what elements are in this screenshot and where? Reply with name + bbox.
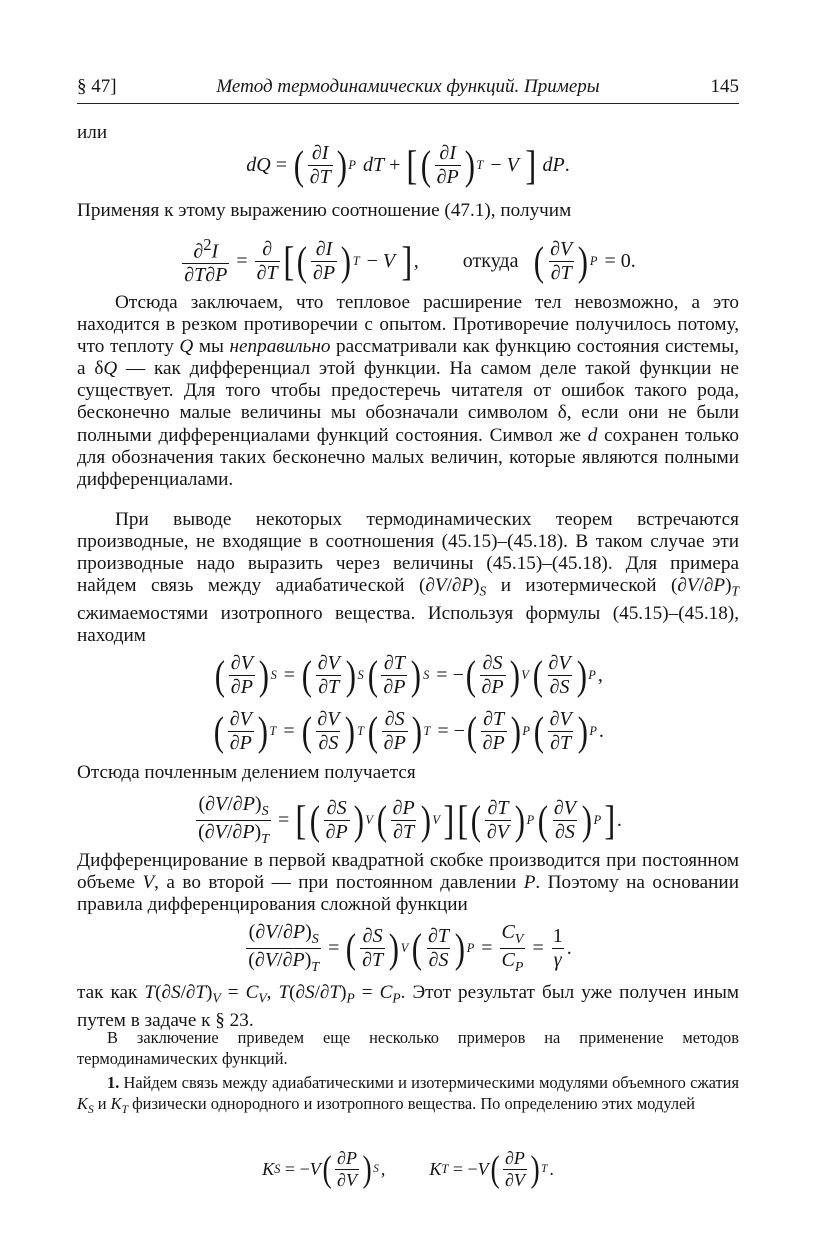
equation-isothermal: ( ∂V ∂P ) T = ( ∂V ∂S ) T ( ∂S ∂P ) T = − ( ∂T ∂P ) P ( ∂V ∂T ) P .: [213, 707, 604, 754]
header-rule: [77, 103, 739, 104]
equation-moduli: K S = − V ( ∂P ∂V ) S , K T = − V ( ∂P ∂V ) T .: [262, 1147, 554, 1190]
equation-adiabatic: ( ∂V ∂P ) S = ( ∂V ∂T ) S ( ∂T ∂P ) S = − ( ∂S ∂P ) V ( ∂V ∂S ) P ,: [214, 651, 603, 698]
paragraph-example-1: 1. Найдем связь между адиабатическими и изотермическими модулями объемного сжатия $K_S$ и $K_T$ физически однородного и изотропного вещества. По определению этих модулей: [77, 1073, 739, 1117]
equation-gamma: $(\partial V/\partial P)_S$ $(\partial V/\partial P)_T$ = ( ∂S ∂T ) V ( ∂T ∂S ) P = $C_V$ $C_P$ = 1 γ .: [248, 920, 572, 975]
equation-second-derivative: ∂$^2$I ∂T∂P = ∂ ∂T [ ( ∂I ∂P ) T − V ] , откуда ( ∂V ∂T ) P = 0.: [184, 234, 636, 286]
paragraph-conclusion: Отсюда заключаем, что тепловое расширение тел невозможно, а это находится в резком противоречии с опытом. Противоречие получилось потому, что теплоту Q мы неправильно рассматривали как функцию состояния системы, а δQ — как дифференциал этой функции. На самом деле такой функции не существует. Для того чтобы предостеречь читателя от ошибок такого рода, бесконечно малые величины мы обозначали символом δ, если они не были полными дифференциалами функций состояния. Символ же d сохранен только для обозначения таких бесконечно малых величин, которые являются полными дифференциалами.: [77, 292, 739, 490]
paragraph-final-intro: В заключение приведем еще несколько примеров на применение методов термодинамических функций.: [77, 1028, 739, 1069]
equation-dq: dQ = ( ∂I ∂T ) P dT + [ ( ∂I ∂P ) T − V ] dP .: [246, 141, 570, 188]
paragraph-ili: или: [77, 122, 108, 143]
eq2-word: откуда: [462, 249, 519, 272]
paragraph-since: так как $T(\partial S/\partial T)_V = C_V$, $T(\partial S/\partial T)_P = C_P$. Этот результат был уже получен иным путем в задаче к § 23.: [77, 982, 739, 1031]
section-mark: § 47]: [77, 76, 117, 97]
paragraph-derivatives: При выводе некоторых термодинамических теорем встречаются производные, не входящие в соотношения (45.15)–(45.18). В таком случае эти производные надо выразить через величины (45.15)–(45.18). Для примера найдем связь между адиабатической $(\partial V/\partial P)_S$ и изотермической $(\partial V/\partial P)_T$ сжимаемостями изотропного вещества. Используя формулы (45.15)–(45.18), находим: [77, 509, 739, 647]
paragraph-differentiation: Дифференцирование в первой квадратной скобке производится при постоянном объеме V, а во второй — при постоянном давлении P. Поэтому на основании правила дифференцирования сложной функции: [77, 850, 739, 916]
example-number: 1.: [107, 1073, 120, 1092]
equation-ratio: $(\partial V/\partial P)_S$ $(\partial V/\partial P)_T$ = [ ( ∂S ∂P ) V ( ∂P ∂T ) V ] [ ( ∂T ∂V ) P ( ∂V ∂S ) P ] .: [198, 792, 622, 847]
running-header: [77, 76, 739, 104]
paragraph-division: Отсюда почленным делением получается: [77, 762, 416, 783]
running-title: Метод термодинамических функций. Примеры: [216, 76, 600, 97]
page-number: 145: [710, 76, 739, 97]
paragraph-applying: Применяя к этому выражению соотношение (47.1), получим: [77, 200, 572, 221]
